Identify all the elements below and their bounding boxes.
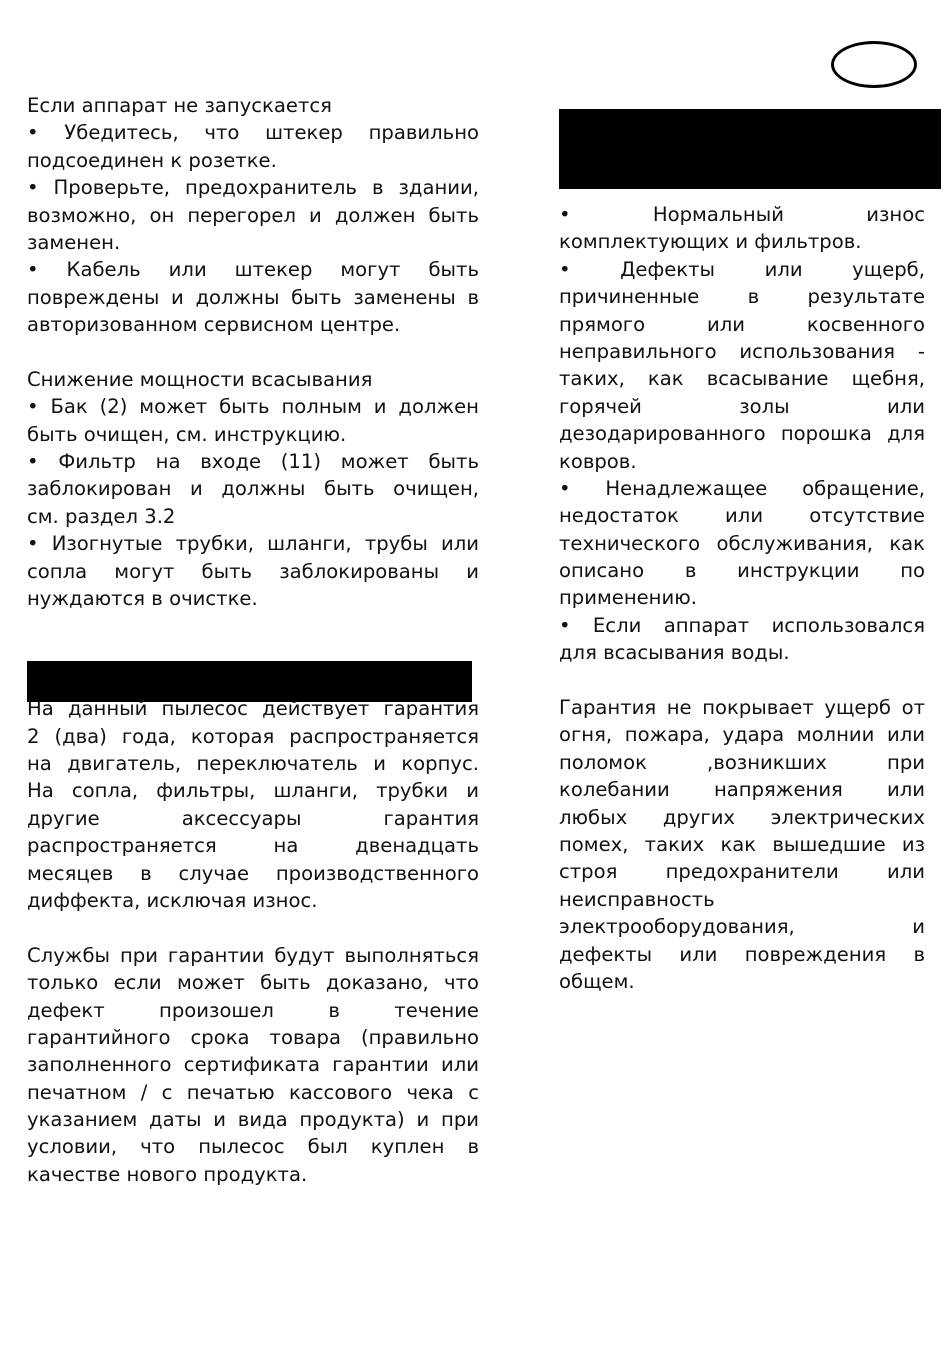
text-line: • Нормальный износ xyxy=(559,203,925,226)
warranty-service xyxy=(27,942,479,1189)
text-line: На сопла, фильтры, шланги, трубки и xyxy=(27,779,479,803)
text-line: недостаток или отсутствие xyxy=(559,504,925,528)
text-line: поломок ,возникших при xyxy=(559,750,925,774)
text-line: распространяется на двенадцать xyxy=(27,834,479,858)
text-line: технического обслуживания, как xyxy=(559,531,925,555)
text-line: другие аксессуары гарантия xyxy=(27,806,479,830)
text-line: • Если аппарат использовался xyxy=(559,613,925,637)
warranty-not-covered xyxy=(559,694,925,995)
text-line: ковров. xyxy=(559,449,637,473)
text-line: повреждены и должны быть заменены в xyxy=(27,285,479,309)
text-line: нуждаются в очистке. xyxy=(27,587,258,611)
text-line: заблокирован и должны быть очищен, xyxy=(27,477,479,501)
text-line: для всасывания воды. xyxy=(559,641,790,665)
text-line: Снижение мощности всасывания xyxy=(27,367,373,391)
text-line: Если аппарат не запускается xyxy=(27,94,332,117)
text-line: качестве нового продукта. xyxy=(27,1162,308,1186)
text-line: дефекты или повреждения в xyxy=(559,942,925,966)
text-line: строя предохранители или xyxy=(559,860,925,884)
text-line: гарантийного срока товара (правильно xyxy=(27,1025,479,1049)
text-line: • Изогнутые трубки, шланги, трубы или xyxy=(27,532,479,556)
text-line: комплектующих и фильтров. xyxy=(559,230,862,254)
text-line: общем. xyxy=(559,969,635,993)
text-line: условии, что пылесос был куплен в xyxy=(27,1135,479,1159)
text-line: дезодарированного порошка для xyxy=(559,422,925,446)
text-line: заменен. xyxy=(27,230,121,254)
text-line: таких, как всасывание щебня, xyxy=(559,367,925,391)
text-line: • Дефекты или ущерб, xyxy=(559,257,925,281)
text-line: печатном / с печатью кассового чека с xyxy=(27,1080,479,1104)
warranty-terms xyxy=(27,695,479,914)
text-line: 2 (два) года, которая распространяется xyxy=(27,724,479,748)
troubleshooting-suction xyxy=(27,366,479,613)
text-line: колебании напряжения или xyxy=(559,778,925,802)
text-line: диффекта, исключая износ. xyxy=(27,888,318,912)
text-line: На данный пылесос действует гарантия xyxy=(27,697,479,721)
text-line: авторизованном сервисном центре. xyxy=(27,313,401,337)
text-line: заполненного сертификата гарантии или xyxy=(27,1053,479,1077)
text-line: Гарантия не покрывает ущерб от xyxy=(559,696,925,720)
right-column xyxy=(559,201,925,995)
text-line: причиненные в результате xyxy=(559,285,925,309)
left-column xyxy=(27,92,479,1188)
text-line: дефект произошел в течение xyxy=(27,998,479,1022)
page-number-oval xyxy=(831,41,917,88)
text-line: подсоединен к розетке. xyxy=(27,148,277,172)
text-line: огня, пожара, удара молнии или xyxy=(559,723,925,747)
text-line: применению. xyxy=(559,586,697,610)
text-line: • Ненадлежащее обращение, xyxy=(559,476,925,500)
text-line: помех, таких как вышедшие из xyxy=(559,832,925,856)
text-line: • Проверьте, предохранитель в здании, xyxy=(27,176,479,200)
text-line: неправильного использования - xyxy=(559,339,925,363)
text-line: горячей золы или xyxy=(559,394,925,418)
troubleshooting-no-start xyxy=(27,92,479,339)
text-line: прямого или косвенного xyxy=(559,312,925,336)
text-line: возможно, он перегорел и должен быть xyxy=(27,203,479,227)
text-line: см. раздел 3.2 xyxy=(27,504,176,528)
text-line: сопла могут быть заблокированы и xyxy=(27,559,479,583)
text-line: быть очищен, см. инструкцию. xyxy=(27,422,347,446)
text-line: описано в инструкции по xyxy=(559,559,925,583)
text-line: • Бак (2) может быть полным и должен xyxy=(27,395,479,419)
text-line: • Кабель или штекер могут быть xyxy=(27,258,479,282)
text-line: • Фильтр на входе (11) может быть xyxy=(27,450,479,474)
text-line: на двигатель, переключатель и корпус. xyxy=(27,751,479,775)
warranty-exclusions xyxy=(559,201,925,667)
text-line: электрооборудования, и xyxy=(559,915,925,939)
text-line: неисправность xyxy=(559,887,715,911)
text-line: любых других электрических xyxy=(559,805,925,829)
text-line: месяцев в случае производственного xyxy=(27,861,479,885)
text-line: указанием даты и вида продукта) и при xyxy=(27,1108,479,1132)
text-line: • Убедитесь, что штекер правильно xyxy=(27,121,479,145)
section-heading-bar-right xyxy=(559,109,941,189)
text-line: Службы при гарантии будут выполняться xyxy=(27,943,479,967)
text-line: только если может быть доказано, что xyxy=(27,971,479,995)
